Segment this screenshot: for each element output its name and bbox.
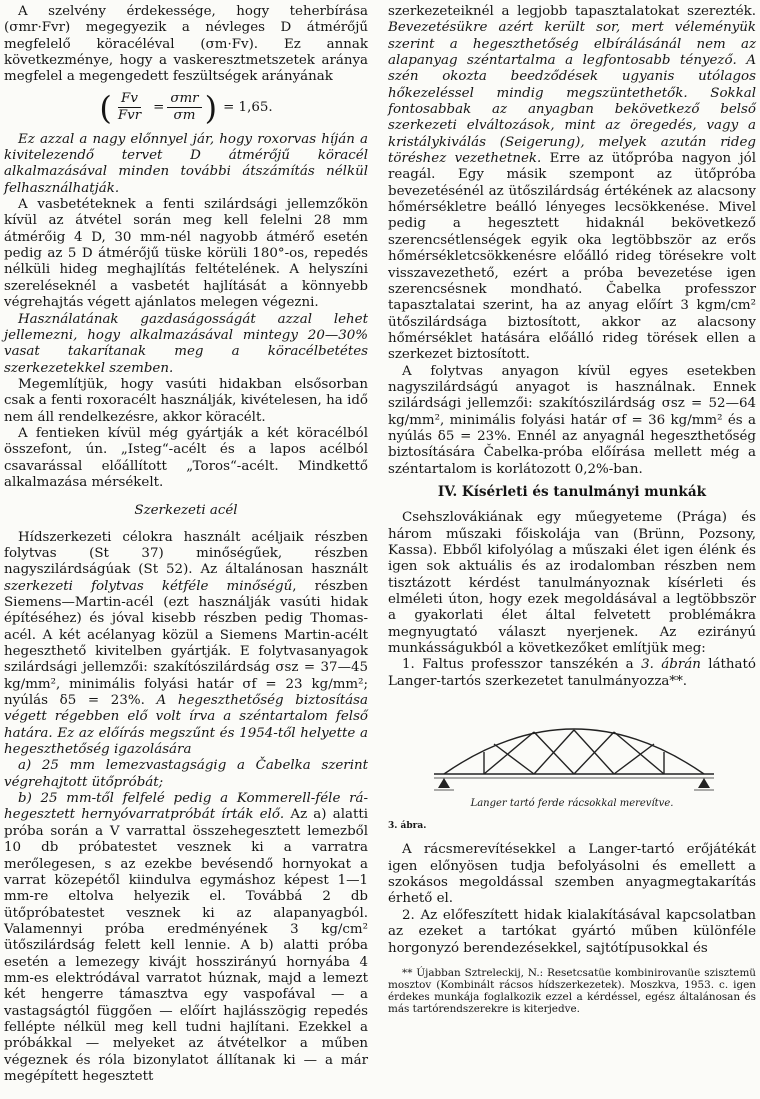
ratio-formula [4, 88, 368, 128]
paragraph [388, 4, 756, 364]
text-run-italic: szerkezeti folytvas kétféle minőségű [4, 578, 293, 594]
text-run-italic: Bevezetésükre azért került sor, mert véleményük szerint a hegeszthetőség elbírálásánál nem az alapanyag széntartalma a legfontosabb tényező. A szén okozta beedződések ugyanis utólagos hőkezeléssel mindig megszüntethetők. Sokkal fontosabbak az anyagban bekövetkező belső szerkezeti elváltozások, mint az öregedés, vagy a kristálykiválás (Seigerung), melyek azután rideg töréshez vezethetnek. [388, 20, 756, 167]
paragraph: a) 25 mm lemezvastagságig a Čabelka szerint végrehajtott ütőpróbát; [4, 758, 368, 790]
langer-truss-drawing [424, 696, 724, 792]
paragraph: Ez azzal a nagy előnnyel jár, hogy roxorvas híján a kivitelezendő tervet D átmérőjű köracél alkalmazásával minden további átszámítás nélkül felhasználhatják. [4, 131, 368, 196]
figure-langer-truss [388, 696, 756, 816]
formula-denominator: Fvr [117, 108, 142, 124]
formula-area-fraction [115, 91, 144, 124]
support-right-icon [698, 778, 710, 788]
section-heading: Szerkezeti acél [134, 503, 238, 519]
formula-equals: = [153, 99, 165, 115]
paragraph [388, 657, 756, 690]
paragraph: A szelvény érdekessége, hogy teherbírása (σmr·Fvr) megegyezik a névleges D átmérőjű megfelelő köracéléval (σm·Fv). Ez annak következménye, hogy a vaskeresztmetszetek aránya megfelel a megengedett feszültségek arányának [4, 4, 368, 85]
paragraph: A rácsmerevítésekkel a Langer-tartó erőjátékát igen előnyösen tudja befolyásolni és emellett a szokásos megoldással szemben anyagmegtakarítás érhető el. [388, 842, 756, 907]
paragraph: 2. Az előfeszített hidak kialakításával kapcsolatban az ezeket a tartókat gyártó műben különféle horgonyzó berendezésekkel, sajtótípusokkal és [388, 907, 756, 956]
figure-number: 3. ábra. [388, 821, 427, 832]
formula-denominator: σm [173, 108, 196, 124]
formula-stress-fraction [167, 91, 201, 124]
paragraph: A folytvas anyagon kívül egyes esetekben nagyszilárdságú anyagot is használnak. Ennek szilárdsági jellemzői: szakítószilárdság σsz = 52—64 kg/mm², minimális folyási határ σf = 36 kg/mm² és a nyúlás δ5 = 23%. Ennél az anyagnál hegeszthetőség biztosítására Čabelka-próba előírása mellett még a széntartalom is korlátozott 0,2%-ban. [388, 363, 756, 477]
paragraph: Használatának gazdaságosságát azzal lehet jellemezni, hogy alkalmazásával mintegy 20—30% vasat takarítanak meg a köracélbetétes szerkezetekkel szemben. [4, 311, 368, 376]
left-column [4, 4, 368, 1085]
section-heading: IV. Kísérleti és tanulmányi munkák [437, 483, 707, 500]
truss-arch [444, 729, 704, 774]
text-run: 1. Faltus professzor tanszékén a [402, 657, 642, 673]
paragraph [4, 791, 368, 1085]
figure-caption: Langer tartó ferde rácsokkal merevítve. [470, 798, 674, 810]
text-run-italic: b) 25 mm-től felfelé pedig a Kommerell-féle rá-hegesztett hernyóvarratpróbát írták elő. [4, 791, 368, 823]
formula-paren-left: ( [99, 88, 112, 127]
text-run: látható Langer-tartós szerkezetet tanulmányozza**. [388, 657, 756, 689]
formula-numerator: σmr [167, 91, 201, 108]
text-run: szerkezeteiknél a legjobb tapasztalatokat szerezték. [388, 4, 756, 19]
footnote: ** Újabban Sztreleckij, N.: Resetcsatüe kombinirovanüe szisztemü mosztov (Kombinált rácsos hídszerkezetek). Moszkva, 1953. c. igen érdekes munkája foglalkozik ezzel a kérdéssel, egész általánosan és más tartórendszerekre is kiterjedve. [388, 966, 756, 1016]
formula-result: = 1,65. [223, 99, 273, 115]
text-run: Hídszerkezeti célokra használt acéljaik részben folytvas (St 37) minőségűek, részben nagyszilárdságúak (St 52). Az általánosan használt [4, 529, 368, 578]
text-run: , részben Siemens—Martin-acél (ezt használják vasúti hidak építéséhez) és jóval kisebb részben pedig Thomas-acél. A két acélanyag közül a Siemens Martin-acélt hegeszthető kivitelben gyártják. E folytvasanyagok szilárdsági jellemzői: szakítószilárdság σsz = 37—45 kg/mm², minimális folyási határ σf = 23 kg/mm²; nyúlás δ5 = 23%. [4, 578, 368, 709]
formula-paren-right: ) [204, 88, 218, 127]
paragraph: Megemlítjük, hogy vasúti hidakban elsősorban csak a fenti roxoracélt használják, kivételesen, ha idő nem áll rendelkezésre, akkor köracélt. [4, 376, 368, 425]
paragraph: A fentieken kívül még gyártják a két köracélból összefont, ún. „Isteg“-acélt és a lapos acélból csavarással előállított „Toros“-acélt. Mindkettő alkalmazása mérsékelt. [4, 425, 368, 490]
text-run-italic: 3. ábrán [641, 657, 701, 673]
paragraph: Csehszlovákiának egy műegyeteme (Prága) és három műszaki főiskolája van (Brünn, Pozsony, Kassa). Ebből kifolyólag a műszaki élet igen élénk és igen sok aktuális és az irodalomban részben nem tisztázott kérdést tanulmányoznak kísérleti és elméleti úton, hogy ezek megoldásával a legtöbbször a gyakorlati élet által felvetett problémákra megnyugtató választ nyerjenek. Az ezirányú munkásságukból a következőket említjük meg: [388, 510, 756, 657]
text-run-italic: A hegeszthetőség biztosítása végett régebben elő volt írva a széntartalom felső határa. Ez az előírás megszűnt és 1954-től helyette a hegeszthetőség igazolására [4, 693, 368, 758]
paragraph: A vasbetéteknek a fenti szilárdsági jellemzőkön kívül az átvétel során meg kell felelni 28 mm átmérőig 4 D, 30 mm-nél nagyobb átmérő esetén pedig az 5 D átmérőjű tüske körüli 180°-os, repedés nélküli hideg meghajlítás feltételének. A helyszíni szereléseknél a vasbetét hajlítását a könnyebb végrehajtás végett ajánlatos melegen végezni. [4, 197, 368, 311]
paragraph [4, 530, 368, 759]
support-left-icon [438, 778, 450, 788]
right-column [388, 4, 756, 1016]
text-run: Az a) alatti próba során a V varrattal összehegesztett lemezből 10 db próbatestet vesznek ki a varratra merőlegesen, s az ezekbe bevésendő hornyokat a varrat közepétől kiindulva egymáshoz képest 1—1 mm-re eltolva helyezik el. Továbbá 2 db ütőpróbatestet vesznek ki az alapanyagból. Valamennyi próba eredményének 3 kg/cm² ütőszilárdság felett kell lennie. A b) alatti próba esetén a lemezegy kivájt hosszirányú hornyába 4 mm-es elektródával varratot húznak, majd a lemezt két hengerre támasztva egy vaspofával — a vastagságtól függően — előírt hajlásszögig repedés fellépte nélkül meg kell tudni hajlítani. Ezekkel a próbákkal — melyeket az átvételkor a műben végeznek és róla bizonylatot állítanak ki — a már megépített hegesztett [4, 807, 369, 1084]
formula-numerator: Fv [118, 91, 141, 108]
text-run: Erre az ütőpróba nagyon jól reagál. Egy másik szempont az ütőpróba bevezetésénél az ütőszilárdság értékének az alacsony hőmérsékletre beálló lényeges lecsökkenése. Mivel pedig a hegesztett hidaknál bekövetkező szerencsétlenségek egyik oka legtöbbször az erős hőmérsékletcsökkenésre előálló rideg törésekre volt visszavezethető, ezért a próba bevezetése igen szerencsésnek mondható. Čabelka professzor tapasztalatai szerint, ha az anyag előírt 3 kgm/cm² ütőszilárdsága biztosított, akkor az alacsony hőmérséklet hatására előálló rideg törések ellen a szerkezet biztosított. [388, 151, 756, 363]
